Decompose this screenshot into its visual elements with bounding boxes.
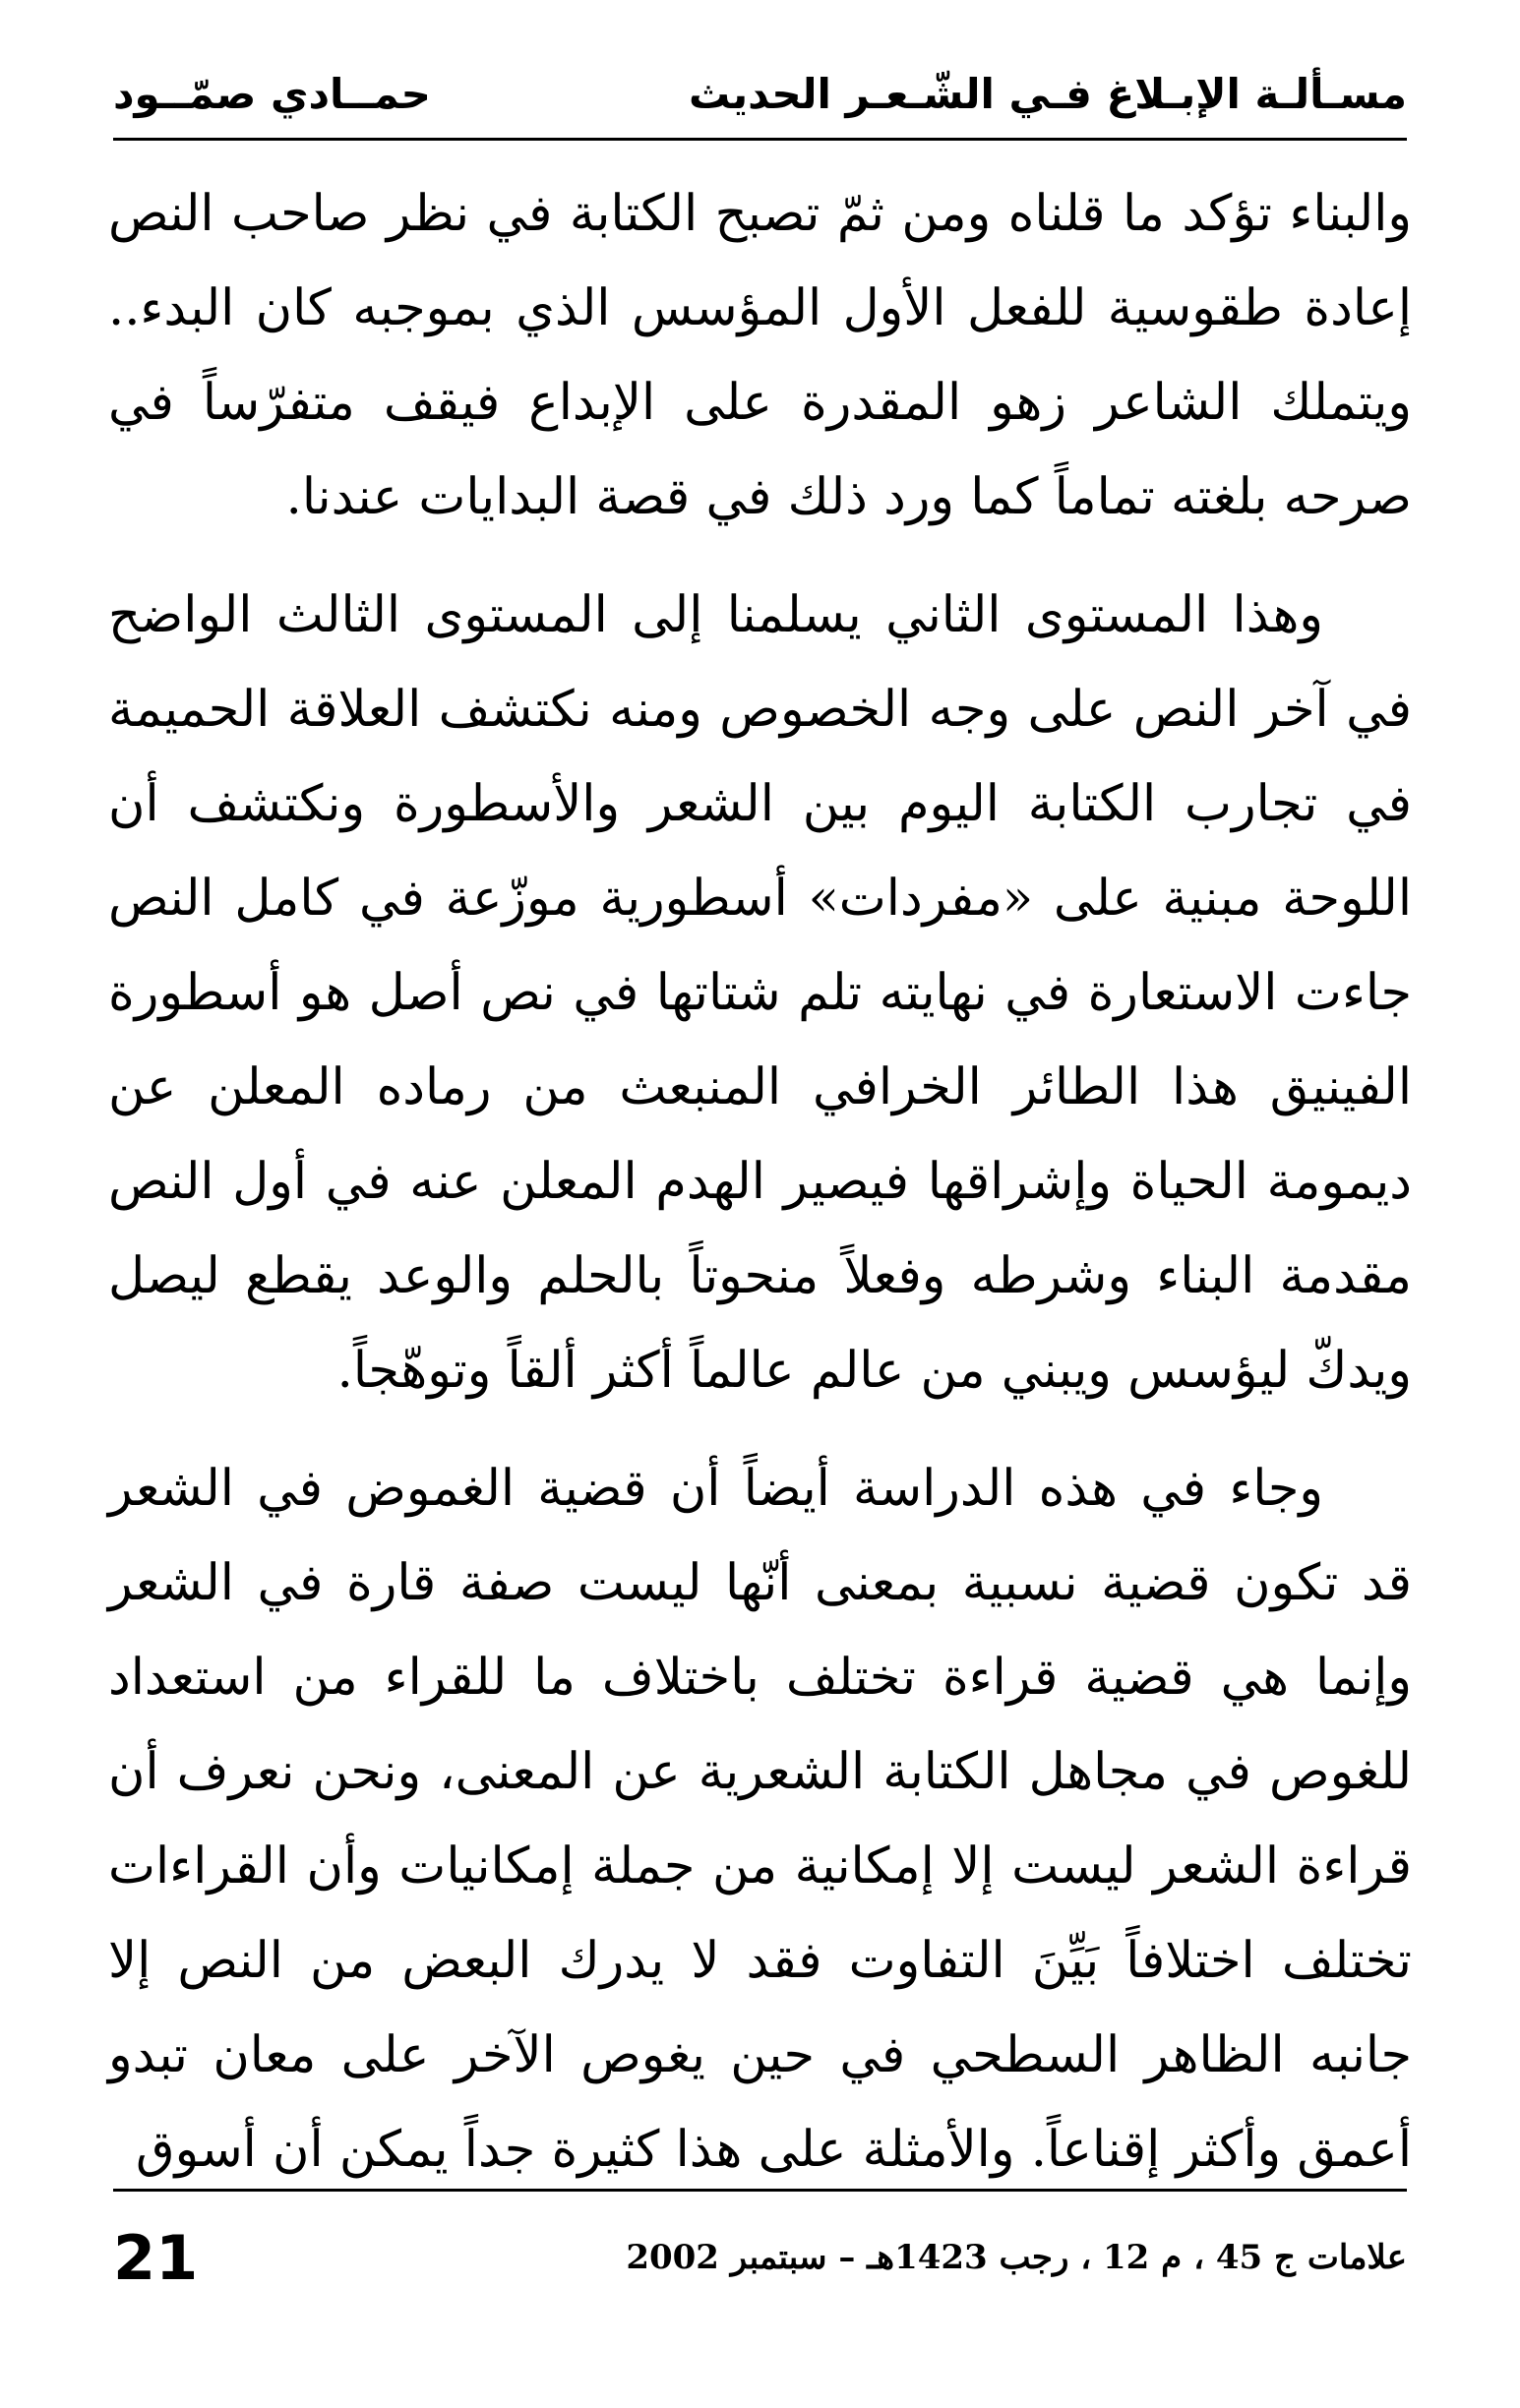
article-title: مسـألـة الإبـلاغ فـي الشّـعـر الحديث [688,69,1407,118]
page-number: 21 [113,2221,199,2294]
footer-divider [113,2189,1407,2192]
author-name: حمــادي صمّــود [113,69,431,118]
journal-info: علامات ج 45 ، م 12 ، رجب 1423هـ – سبتمبر 2002 [626,2238,1407,2277]
body-text [108,167,1412,2221]
running-footer [113,2218,1407,2297]
paragraph-1: والبناء تؤكد ما قلناه ومن ثمّ تصبح الكتابة في نظر صاحب النص إعادة طقوسية للفعل الأول المؤسس الذي بموجبه كان البدء.. ويتملك الشاعر زهو المقدرة على الإبداع فيقف متفرّساً في صرحه بلغته تماماً كما ورد ذلك في قصة البدايات عندنا. [108,185,1412,526]
paragraph-2: وهذا المستوى الثاني يسلمنا إلى المستوى الثالث الواضح في آخر النص على وجه الخصوص ومنه نكتشف العلاقة الحميمة في تجارب الكتابة اليوم بين الشعر والأسطورة ونكتشف أن اللوحة مبنية على «مفردات» أسطورية موزّعة في كامل النص جاءت الاستعارة في نهايته تلم شتاتها في نص أصل هو أسطورة الفينيق هذا الطائر الخرافي المنبعث من رماده المعلن عن ديمومة الحياة وإشراقها فيصير الهدم المعلن عنه في أول النص مقدمة البناء وشرطه وفعلاً منحوتاً بالحلم والوعد يقطع ليصل ويدكّ ليؤسس ويبني من عالم عالماً أكثر ألقاً وتوهّجاً. [108,586,1412,1400]
header-divider [113,138,1407,141]
paragraph-3: وجاء في هذه الدراسة أيضاً أن قضية الغموض في الشعر قد تكون قضية نسبية بمعنى أنّها ليست صفة قارة في الشعر وإنما هي قضية قراءة تختلف باختلاف ما للقراء من استعداد للغوص في مجاهل الكتابة الشعرية عن المعنى، ونحن نعرف أن قراءة الشعر ليست إلا إمكانية من جملة إمكانيات وأن القراءات تختلف اختلافاً بَيِّنَ التفاوت فقد لا يدرك البعض من النص إلا جانبه الظاهر السطحي في حين يغوص الآخر على معان تبدو أعمق وأكثر إقناعاً. والأمثلة على هذا كثيرة جداً يمكن أن أسوق [108,1460,1412,2179]
running-header [113,54,1407,133]
